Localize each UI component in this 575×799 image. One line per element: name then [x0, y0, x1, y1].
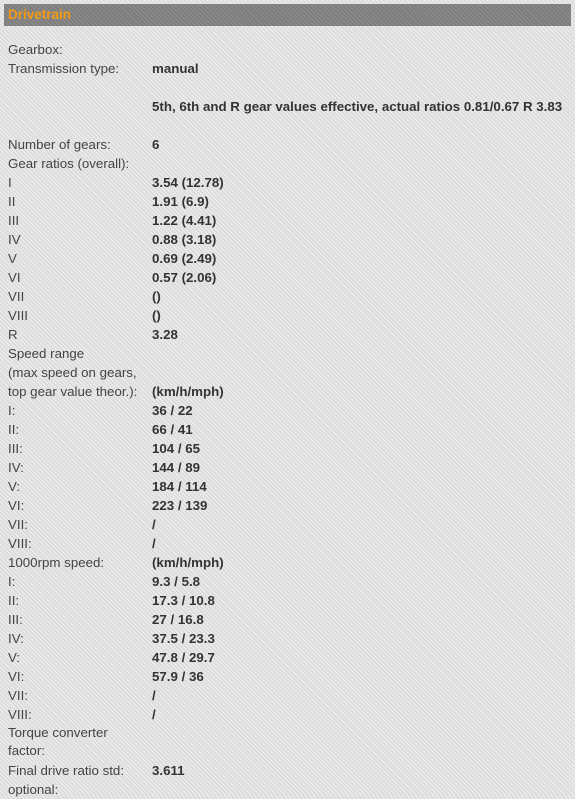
spec-label: V	[8, 251, 17, 266]
spec-label: VI:	[8, 669, 25, 684]
spec-row	[0, 401, 575, 420]
spec-row	[0, 705, 575, 724]
spec-row	[0, 629, 575, 648]
section-title: Drivetrain	[8, 7, 72, 22]
spec-value: 184 / 114	[152, 479, 207, 494]
spec-row	[0, 287, 575, 306]
spec-label: 1000rpm speed:	[8, 555, 105, 570]
spec-value: 27 / 16.8	[152, 612, 204, 627]
spec-row	[0, 591, 575, 610]
spec-value: 37.5 / 23.3	[152, 631, 215, 646]
spec-row	[0, 610, 575, 629]
spec-value: /	[152, 707, 156, 722]
spec-value: 9.3 / 5.8	[152, 574, 201, 589]
spec-label: III:	[8, 612, 23, 627]
spec-value: ()	[152, 289, 161, 304]
spec-label: Transmission type:	[8, 61, 120, 76]
spec-row	[0, 211, 575, 230]
spec-row	[0, 173, 575, 192]
spec-value: ()	[152, 308, 161, 323]
spec-row	[0, 268, 575, 287]
spec-label: R	[8, 327, 18, 342]
spec-label: VIII	[8, 308, 28, 323]
spec-row	[0, 761, 575, 780]
spec-row	[0, 363, 575, 382]
spec-value: 5th, 6th and R gear values effective, actual ratios 0.81/0.67 R 3.83	[152, 99, 563, 114]
spec-row	[0, 325, 575, 344]
spec-label: II:	[8, 593, 20, 608]
spec-value: 0.69 (2.49)	[152, 251, 217, 266]
spec-label: Final drive ratio std:	[8, 763, 125, 778]
spec-row	[0, 724, 575, 761]
spec-label: II:	[8, 422, 20, 437]
spec-value: /	[152, 688, 156, 703]
spec-row	[0, 306, 575, 325]
spec-row	[0, 439, 575, 458]
spec-row	[0, 648, 575, 667]
spec-label: II	[8, 194, 16, 209]
spec-value: 0.88 (3.18)	[152, 232, 217, 247]
spec-row	[0, 496, 575, 515]
spec-value: 36 / 22	[152, 403, 193, 418]
spec-row	[0, 40, 575, 59]
spec-label: VIII:	[8, 536, 32, 551]
spec-label: Torque converter factor:	[8, 725, 108, 758]
spec-row	[0, 344, 575, 363]
spec-value: 104 / 65	[152, 441, 201, 456]
spec-label: V:	[8, 650, 21, 665]
spec-label: III:	[8, 441, 23, 456]
spec-row	[0, 230, 575, 249]
spec-label: I:	[8, 403, 16, 418]
spec-row	[0, 78, 575, 98]
spec-value: 3.28	[152, 327, 178, 342]
spec-row	[0, 534, 575, 553]
spec-label: (max speed on gears,	[8, 365, 137, 380]
spec-row	[0, 135, 575, 154]
spec-label: V:	[8, 479, 21, 494]
spec-label: top gear value theor.):	[8, 384, 138, 399]
spec-row	[0, 572, 575, 591]
spec-value: 57.9 / 36	[152, 669, 204, 684]
spec-label: VI	[8, 270, 21, 285]
spec-value: 223 / 139	[152, 498, 208, 513]
spec-label: VIII:	[8, 707, 32, 722]
spec-label: IV	[8, 232, 21, 247]
spec-label: VII:	[8, 517, 28, 532]
spec-label: VII	[8, 289, 25, 304]
spec-row	[0, 553, 575, 572]
spec-value: 144 / 89	[152, 460, 201, 475]
spec-label: Gearbox:	[8, 42, 63, 57]
spec-value: 1.22 (4.41)	[152, 213, 217, 228]
spec-label: I	[8, 175, 12, 190]
spec-row	[0, 420, 575, 439]
spec-label: Gear ratios (overall):	[8, 156, 130, 171]
spec-value: 17.3 / 10.8	[152, 593, 215, 608]
spec-row	[0, 98, 575, 135]
spec-row	[0, 477, 575, 496]
spec-value: 66 / 41	[152, 422, 193, 437]
spec-value: /	[152, 536, 156, 551]
spec-row	[0, 249, 575, 268]
section-header	[4, 4, 571, 26]
spec-label: Number of gears:	[8, 137, 111, 152]
spec-value: /	[152, 517, 156, 532]
spec-row	[0, 780, 575, 799]
spec-row	[0, 458, 575, 477]
spec-value: 47.8 / 29.7	[152, 650, 215, 665]
spec-row	[0, 382, 575, 401]
spec-label: IV:	[8, 631, 24, 646]
spec-row	[0, 59, 575, 78]
spec-value: 1.91 (6.9)	[152, 194, 209, 209]
spec-label: IV:	[8, 460, 24, 475]
spec-row	[0, 192, 575, 211]
spec-value: manual	[152, 61, 199, 76]
spec-row	[0, 515, 575, 534]
spec-value: 3.54 (12.78)	[152, 175, 224, 190]
spec-row	[0, 667, 575, 686]
spec-label: III	[8, 213, 20, 228]
spec-label: optional:	[8, 782, 59, 797]
spec-row	[0, 154, 575, 173]
spec-value: 3.611	[152, 763, 185, 778]
spec-label: VII:	[8, 688, 28, 703]
spec-value: (km/h/mph)	[152, 384, 224, 399]
spec-value: 0.57 (2.06)	[152, 270, 217, 285]
spec-row	[0, 686, 575, 705]
spec-label: Speed range	[8, 346, 85, 361]
spec-label: I:	[8, 574, 16, 589]
spec-value: (km/h/mph)	[152, 555, 224, 570]
spec-value: 6	[152, 137, 160, 152]
spec-label: VI:	[8, 498, 25, 513]
spec-table	[0, 40, 575, 799]
